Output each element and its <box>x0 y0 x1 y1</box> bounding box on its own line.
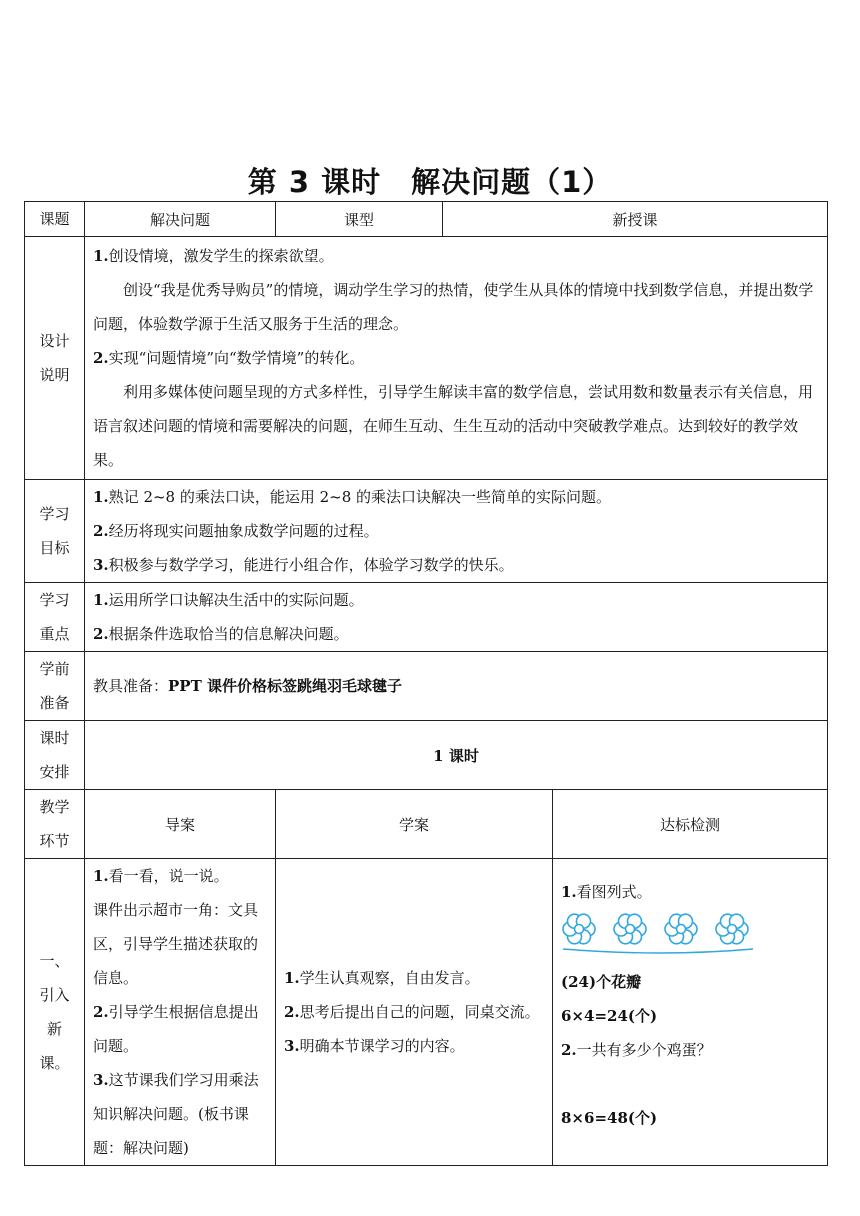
prep-text: PPT 课件价格标签跳绳羽毛球毽子 <box>168 677 402 695</box>
flower-icon <box>614 914 646 944</box>
stage1-check <box>553 859 828 1166</box>
flower-icon-group <box>561 909 761 955</box>
study-item-3: 3.明确本节课学习的内容。 <box>284 1037 465 1055</box>
design-content <box>85 237 828 480</box>
stage1-label: 一、引入新课。 <box>25 859 85 1166</box>
key-points-label: 学习重点 <box>25 583 85 652</box>
guide-item-1-detail: 课件出示超市一角：文具区，引导学生描述获取的信息。 <box>93 901 259 987</box>
flower-center <box>677 925 686 934</box>
prep-row <box>25 652 828 721</box>
key-points-row <box>25 583 828 652</box>
flower-center <box>626 925 635 934</box>
key-point-2: 2.根据条件选取恰当的信息解决问题。 <box>93 625 349 643</box>
objective-3: 3.积极参与数学学习，能进行小组合作，体验学习数学的快乐。 <box>93 556 514 574</box>
prep-content <box>85 652 828 721</box>
lesson-plan-table <box>24 201 828 1166</box>
objective-1: 1.熟记 2~8 的乘法口诀，能运用 2~8 的乘法口诀解决一些简单的实际问题。 <box>93 488 612 506</box>
design-para-2: 利用多媒体使问题呈现的方式多样性，引导学生解读丰富的数学信息，尝试用数和数量表示有关信息，用语言叙述问题的情境和需要解决的问题，在师生互动、生生互动的活动中突破教学难点。达到较好的教学效果。 <box>93 383 814 469</box>
study-item-2: 2.思考后提出自己的问题，同桌交流。 <box>284 1003 540 1021</box>
check-q1: 1.看图列式。 <box>561 883 652 901</box>
key-points-content <box>85 583 828 652</box>
design-item-2: 2.实现“问题情境”向“数学情境”的转化。 <box>93 349 365 367</box>
design-label: 设计说明 <box>25 237 85 480</box>
guide-item-2: 2.引导学生根据信息提出问题。 <box>93 1003 259 1055</box>
check-answer1: (24)个花瓣 <box>561 973 642 991</box>
stages-header-row <box>25 790 828 859</box>
page-title <box>0 160 860 201</box>
schedule-label: 课时安排 <box>25 721 85 790</box>
topic-value: 解决问题 <box>85 202 276 237</box>
header-row <box>25 202 828 237</box>
col-study-header: 学案 <box>276 790 553 859</box>
flower-icon <box>665 914 697 944</box>
check-q2: 2.一共有多少个鸡蛋？ <box>561 1041 712 1059</box>
check-formula2: 8×6=48(个) <box>561 1109 658 1127</box>
study-item-1: 1.学生认真观察，自由发言。 <box>284 969 480 987</box>
check-formula1: 6×4=24(个) <box>561 1007 658 1025</box>
prep-text-label: 教具准备： <box>93 677 169 695</box>
stages-label: 教学环节 <box>25 790 85 859</box>
objective-2: 2.经历将现实问题抽象成数学问题的过程。 <box>93 522 379 540</box>
title-topic: 解决问题（1） <box>411 165 613 199</box>
stage1-row <box>25 859 828 1166</box>
objectives-row <box>25 480 828 583</box>
col-check-header: 达标检测 <box>553 790 828 859</box>
guide-item-3: 3.这节课我们学习用乘法知识解决问题。(板书课题：解决问题) <box>93 1071 259 1157</box>
design-row <box>25 237 828 480</box>
objectives-content <box>85 480 828 583</box>
design-para-1: 创设“我是优秀导购员”的情境，调动学生学习的热情，使学生从具体的情境中找到数学信息，并提出数学问题，体验数学源于生活又服务于生活的理念。 <box>93 281 814 333</box>
flower-icon <box>716 914 748 944</box>
guide-item-1: 1.看一看，说一说。 <box>93 867 229 885</box>
type-label: 课型 <box>276 202 443 237</box>
title-lesson-number: 第 3 课时 <box>247 165 382 199</box>
flower-picture <box>561 909 819 955</box>
flower-underline <box>563 949 753 953</box>
schedule-value: 1 课时 <box>85 721 828 790</box>
type-value: 新授课 <box>443 202 828 237</box>
stage1-study <box>276 859 553 1166</box>
key-point-1: 1.运用所学口诀解决生活中的实际问题。 <box>93 591 364 609</box>
flower-center <box>728 925 737 934</box>
design-item-1: 1.创设情境，激发学生的探索欲望。 <box>93 247 334 265</box>
flower-icon <box>563 914 595 944</box>
stage1-guide <box>85 859 276 1166</box>
prep-label: 学前准备 <box>25 652 85 721</box>
topic-label: 课题 <box>25 202 85 237</box>
col-guide-header: 导案 <box>85 790 276 859</box>
objectives-label: 学习目标 <box>25 480 85 583</box>
schedule-row <box>25 721 828 790</box>
flower-center <box>575 925 584 934</box>
